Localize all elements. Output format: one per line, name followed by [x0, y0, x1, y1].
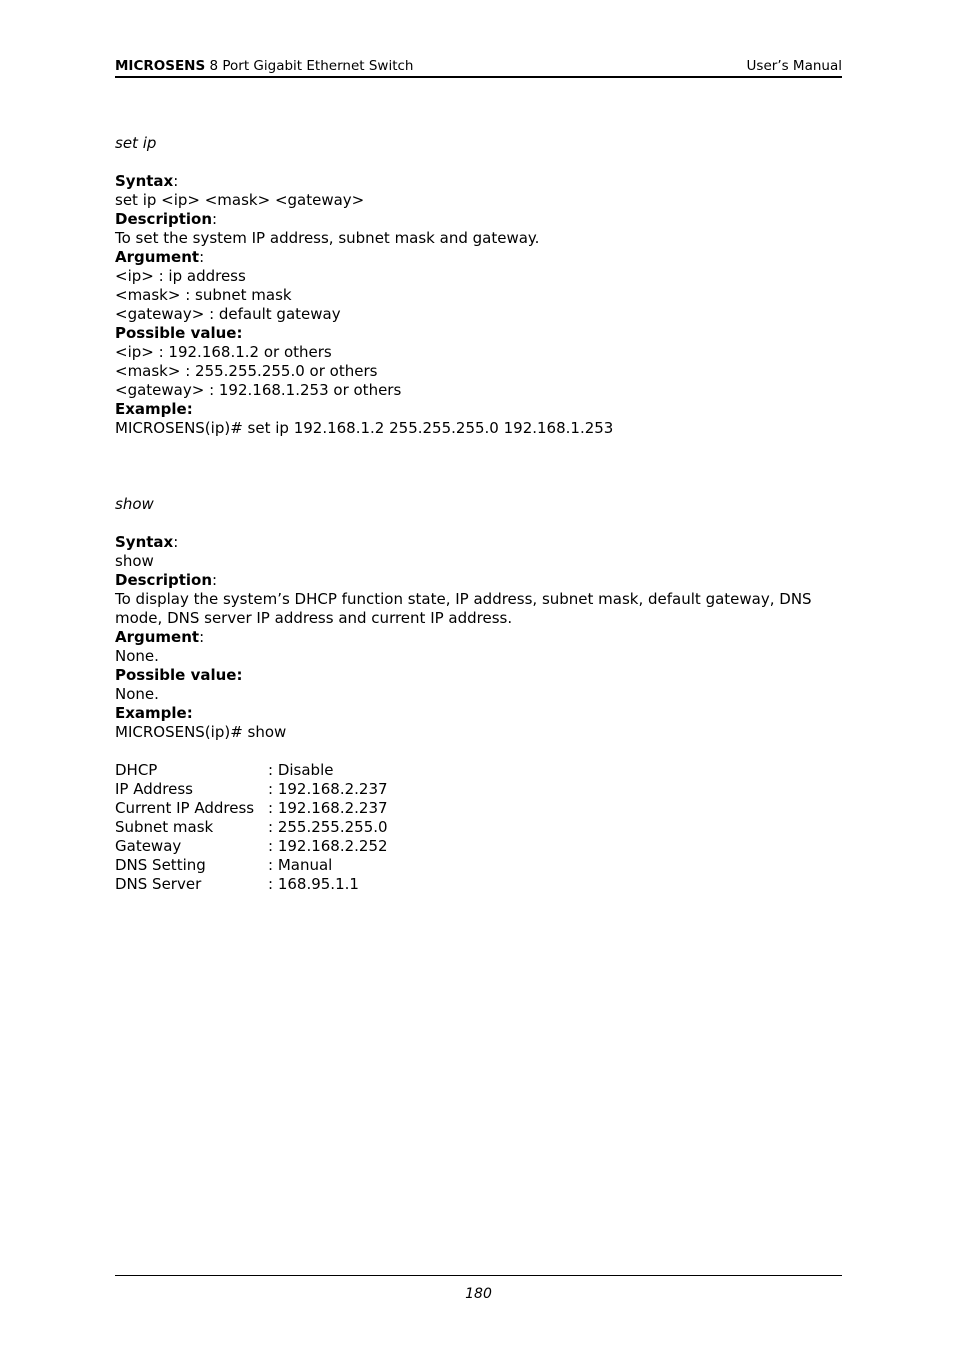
page-number: 180 — [465, 1286, 492, 1302]
header-manual: User’s Manual — [746, 58, 842, 74]
output-key: DHCP — [115, 761, 158, 779]
header-product: 8 Port Gigabit Ethernet Switch — [205, 58, 414, 74]
set-ip-syntax: set ip <ip> <mask> <gateway> — [115, 191, 365, 209]
set-ip-possible-mask: <mask> : 255.255.255.0 or others — [115, 362, 378, 380]
output-key: DNS Server — [115, 875, 202, 893]
output-row — [115, 799, 815, 818]
show-argument-label: Argument — [115, 628, 200, 646]
output-row — [115, 856, 815, 875]
output-key: IP Address — [115, 780, 193, 798]
set-ip-possible-ip: <ip> : 192.168.1.2 or others — [115, 343, 332, 361]
set-ip-syntax-heading: Syntax: — [115, 172, 179, 190]
output-value: : Manual — [268, 856, 333, 874]
set-ip-possible-label: Possible value: — [115, 324, 243, 342]
set-ip-argument-mask: <mask> : subnet mask — [115, 286, 292, 304]
set-ip-argument-ip: <ip> : ip address — [115, 267, 246, 285]
show-description-heading: Description: — [115, 571, 218, 589]
output-row — [115, 780, 815, 799]
set-ip-argument-heading: Argument: — [115, 248, 205, 266]
output-row — [115, 875, 815, 894]
output-value: : 255.255.255.0 — [268, 818, 388, 836]
page-header — [115, 57, 842, 78]
set-ip-argument-label: Argument — [115, 248, 200, 266]
output-value: : 168.95.1.1 — [268, 875, 359, 893]
set-ip-syntax-label: Syntax — [115, 172, 174, 190]
output-value: : 192.168.2.237 — [268, 799, 388, 817]
show-argument-heading: Argument: — [115, 628, 205, 646]
set-ip-description-heading: Description: — [115, 210, 218, 228]
show-syntax-label: Syntax — [115, 533, 174, 551]
show-example-label: Example: — [115, 704, 193, 722]
show-output-table — [115, 761, 815, 894]
output-key: Gateway — [115, 837, 182, 855]
output-row — [115, 818, 815, 837]
show-possible: None. — [115, 685, 159, 703]
set-ip-title: set ip — [115, 134, 157, 152]
show-argument: None. — [115, 647, 159, 665]
set-ip-possible-gateway: <gateway> : 192.168.1.253 or others — [115, 381, 402, 399]
header-brand: MICROSENS — [115, 58, 206, 74]
output-key: Subnet mask — [115, 818, 214, 836]
header-title — [115, 57, 413, 76]
set-ip-example-label: Example: — [115, 400, 193, 418]
show-title: show — [115, 495, 154, 513]
show-description-label: Description — [115, 571, 213, 589]
show-syntax-heading: Syntax: — [115, 533, 179, 551]
show-description-line-2: mode, DNS server IP address and current IP address. — [115, 609, 513, 627]
show-syntax: show — [115, 552, 154, 570]
output-value: : Disable — [268, 761, 334, 779]
set-ip-description: To set the system IP address, subnet mask and gateway. — [115, 229, 540, 247]
show-description-line-1: To display the system’s DHCP function state, IP address, subnet mask, default gateway, DNS — [115, 590, 812, 608]
output-key: DNS Setting — [115, 856, 206, 874]
output-row — [115, 837, 815, 856]
show-possible-label: Possible value: — [115, 666, 243, 684]
output-key: Current IP Address — [115, 799, 255, 817]
page-footer — [115, 1275, 842, 1304]
set-ip-description-label: Description — [115, 210, 213, 228]
output-value: : 192.168.2.252 — [268, 837, 388, 855]
page-content — [115, 134, 815, 894]
output-row — [115, 761, 815, 780]
output-value: : 192.168.2.237 — [268, 780, 388, 798]
show-example: MICROSENS(ip)# show — [115, 723, 287, 741]
set-ip-argument-gateway: <gateway> : default gateway — [115, 305, 341, 323]
set-ip-example: MICROSENS(ip)# set ip 192.168.1.2 255.255.255.0 192.168.1.253 — [115, 419, 614, 437]
